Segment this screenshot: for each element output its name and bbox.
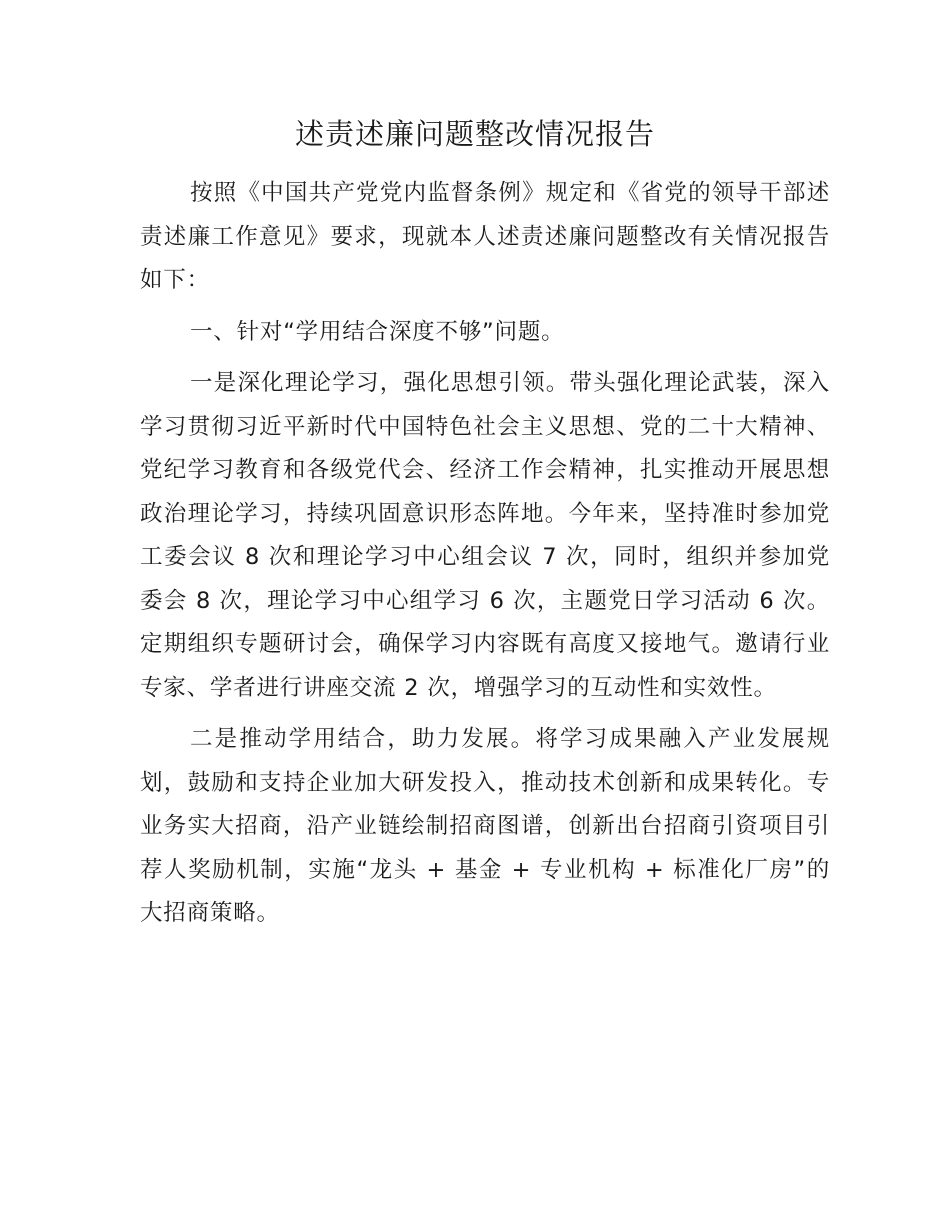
paragraph-study-application: 二是推动学用结合，助力发展。将学习成果融入产业发展规划，鼓励和支持企业加大研发投入，推动技术创新和成果转化。专业务实大招商，沿产业链绘制招商图谱，创新出台招商引资项目引荐人奖励机制，实施“龙头 + 基金 + 专业机构 + 标准化厂房”的大招商策略。 bbox=[140, 726, 830, 926]
paragraph-theory-study: 一是深化理论学习，强化思想引领。带头强化理论武装，深入学习贯彻习近平新时代中国特色社会主义思想、党的二十大精神、党纪学习教育和各级党代会、经济工作会精神，扎实推动开展思想政治理论学习，持续巩固意识形态阵地。今年来，坚持准时参加党工委会议 8 次和理论学习中心组会议 7 次，同时，组织并参加党委会 8 次，理论学习中心组学习 6 次，主题党日学习活动 6 次。定期组织专题研讨会，确保学习内容既有高度又接地气。邀请行业专家、学者进行讲座交流 2 次，增强学习的互动性和实效性。 bbox=[140, 370, 830, 701]
section-heading-1: 一、针对“学用结合深度不够”问题。 bbox=[190, 318, 565, 345]
document-body bbox=[140, 172, 830, 944]
intro-paragraph: 按照《中国共产党党内监督条例》规定和《省党的领导干部述责述廉工作意见》要求，现就本人述责述廉问题整改有关情况报告如下： bbox=[140, 180, 830, 293]
document-title: 述责述廉问题整改情况报告 bbox=[294, 117, 655, 151]
